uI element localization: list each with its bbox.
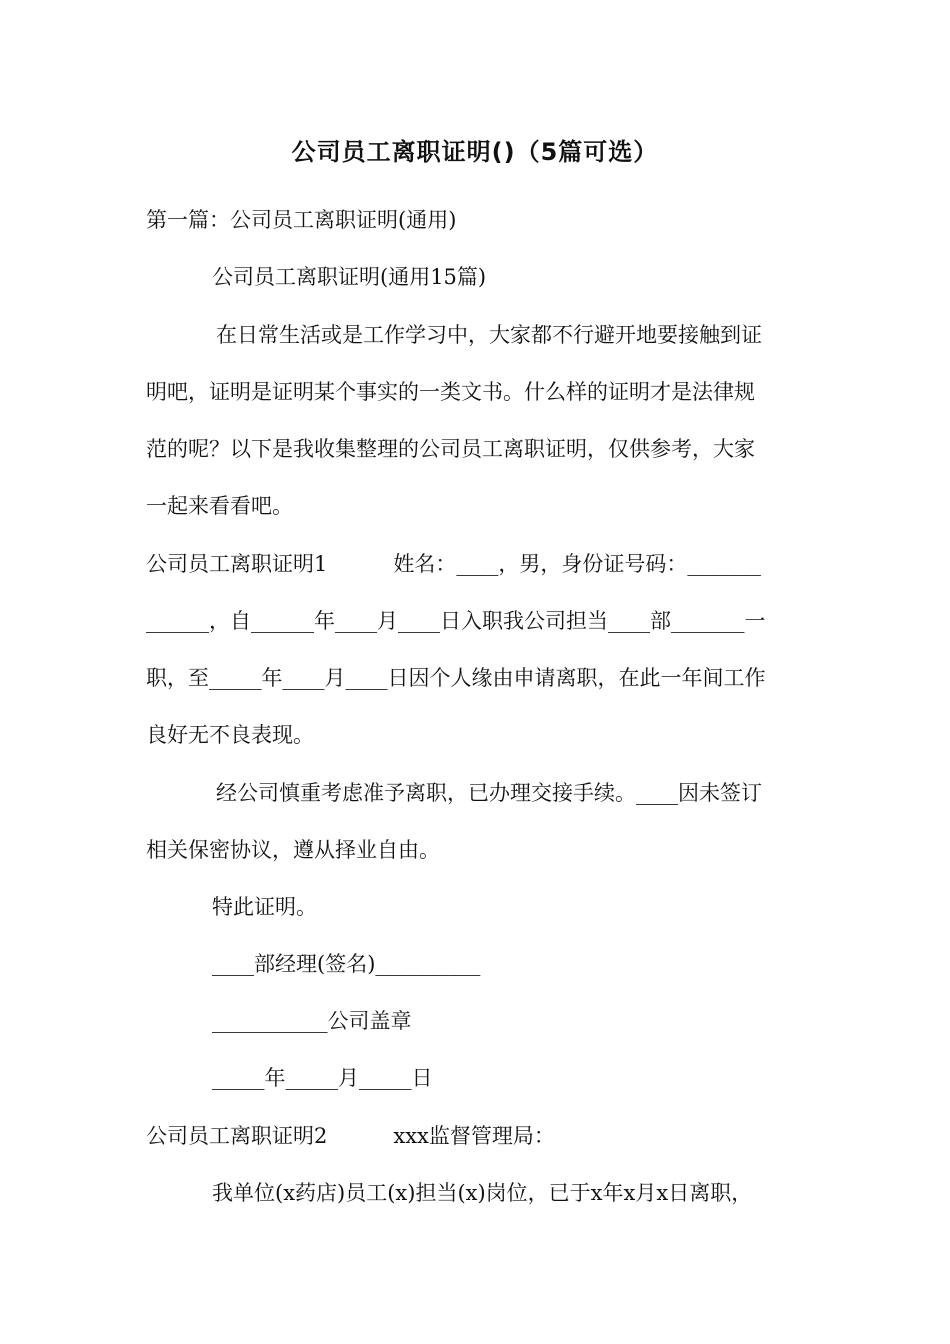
date-line: _____年_____月_____日 xyxy=(212,1066,433,1090)
seal-line: ___________公司盖章 xyxy=(212,1009,412,1033)
certificate-1-line xyxy=(146,549,761,579)
paragraph-line: 良好无不良表现。 xyxy=(146,723,314,747)
paragraph-line: 范的呢？以下是我收集整理的公司员工离职证明，仅供参考，大家 xyxy=(146,437,755,461)
section-heading: 第一篇：公司员工离职证明(通用) xyxy=(146,208,457,232)
paragraph-line: 在日常生活或是工作学习中，大家都不行避开地要接触到证 xyxy=(216,323,762,347)
paragraph-line: 我单位(x药店)员工(x)担当(x)岗位，已于x年x月x日离职， xyxy=(212,1181,753,1205)
certificate-2-line xyxy=(146,1121,555,1151)
signature-line: ____部经理(签名)__________ xyxy=(212,952,481,976)
subheading: 公司员工离职证明(通用15篇) xyxy=(212,265,487,289)
paragraph-line: 一起来看看吧。 xyxy=(146,494,293,518)
paragraph-line: 相关保密协议，遵从择业自由。 xyxy=(146,838,440,862)
certificate-2-recipient: xxx监督管理局： xyxy=(393,1124,555,1148)
closing-line: 特此证明。 xyxy=(212,895,317,919)
certificate-1-heading: 公司员工离职证明1 xyxy=(146,552,328,576)
certificate-2-heading: 公司员工离职证明2 xyxy=(146,1124,328,1148)
certificate-1-name-line: 姓名：____，男，身份证号码：_______ xyxy=(393,552,761,576)
paragraph-line: 明吧，证明是证明某个事实的一类文书。什么样的证明才是法律规 xyxy=(146,380,755,404)
paragraph-line: 经公司慎重考虑准予离职，已办理交接手续。____因未签订 xyxy=(216,781,762,805)
document-title: 公司员工离职证明()（5篇可选） xyxy=(291,138,659,166)
paragraph-line: ______，自______年____月____日入职我公司担当____部_______一 xyxy=(146,609,766,633)
paragraph-line: 职，至_____年____月____日因个人缘由申请离职，在此一年间工作 xyxy=(146,666,766,690)
